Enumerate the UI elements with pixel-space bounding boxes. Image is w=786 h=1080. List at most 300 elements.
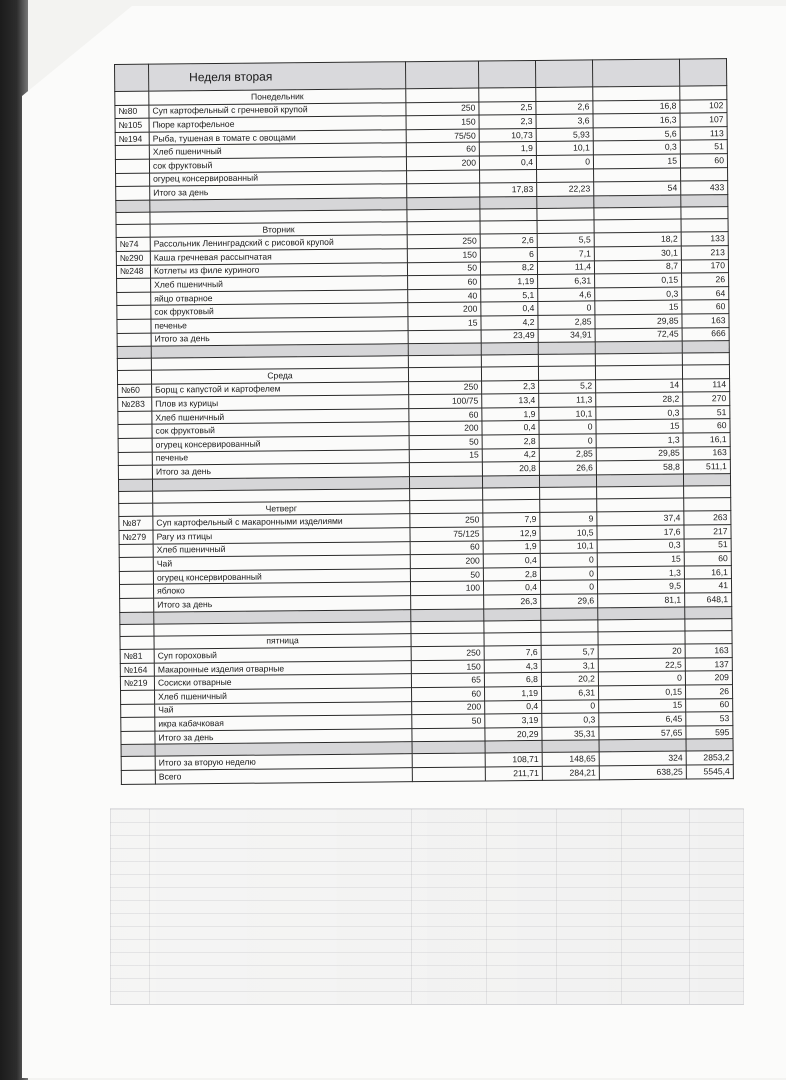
empty-cell xyxy=(409,476,482,489)
dish-name: Рыба, тушеная в томате с овощами xyxy=(149,129,406,145)
empty-cell xyxy=(407,221,480,235)
protein-value: 6 xyxy=(480,247,537,261)
carbs-value: 15 xyxy=(595,300,682,314)
portion-weight: 50 xyxy=(407,262,480,276)
fat-value: 11,4 xyxy=(537,260,594,274)
carbs-value: 0 xyxy=(598,671,685,685)
protein-value: 2,6 xyxy=(480,234,537,248)
recipe-number: №87 xyxy=(119,517,153,531)
total-label: Итого за день xyxy=(151,330,408,346)
empty-cell xyxy=(121,770,155,784)
bleed-line xyxy=(486,809,487,1004)
empty-cell xyxy=(537,196,594,209)
portion-weight: 250 xyxy=(410,513,483,527)
dish-name: сок фруктовый xyxy=(151,303,408,319)
empty-cell xyxy=(407,197,480,210)
recipe-number xyxy=(118,425,152,439)
empty-cell xyxy=(481,343,538,356)
empty-cell xyxy=(481,355,538,368)
total-fat: 34,91 xyxy=(538,328,595,342)
kcal-value: 51 xyxy=(684,538,731,552)
portion-weight: 150 xyxy=(411,660,484,674)
carbs-value xyxy=(594,168,681,182)
protein-value: 0,4 xyxy=(479,155,536,169)
dish-name: Сосиски отварные xyxy=(154,674,411,690)
empty-cell xyxy=(485,741,542,754)
portion-weight: 60 xyxy=(412,687,485,701)
empty-cell xyxy=(597,486,684,499)
protein-value: 4,2 xyxy=(481,315,538,329)
empty-cell xyxy=(479,87,536,101)
protein-value: 2,3 xyxy=(479,115,536,129)
empty-cell xyxy=(407,183,480,197)
dish-name: Чай xyxy=(153,555,410,571)
fat-value: 2,85 xyxy=(538,315,595,329)
empty-cell xyxy=(537,208,594,221)
protein-value: 0,4 xyxy=(485,700,542,714)
kcal-value: 51 xyxy=(683,405,730,419)
recipe-number: №219 xyxy=(120,677,154,691)
bleed-line xyxy=(689,809,690,1004)
empty-cell xyxy=(118,465,152,479)
total-label: Итого за день xyxy=(152,463,409,479)
dish-name: Котлеты из филе куриного xyxy=(150,262,407,278)
portion-weight: 75/50 xyxy=(406,129,479,143)
empty-cell xyxy=(680,86,727,100)
menu-table-body xyxy=(115,59,734,784)
carbs-value: 15 xyxy=(599,699,686,713)
day-name: Четверг xyxy=(153,501,410,517)
recipe-number: №74 xyxy=(116,238,150,252)
total-kcal: 511,1 xyxy=(683,460,730,474)
kcal-value: 213 xyxy=(681,246,728,260)
fat-value: 5,93 xyxy=(536,128,593,142)
fat-value: 5,2 xyxy=(539,380,596,394)
total-carbs: 324 xyxy=(599,751,686,765)
empty-cell xyxy=(411,633,484,647)
empty-cell xyxy=(686,739,733,751)
empty-cell xyxy=(682,341,729,353)
fat-value: 5,5 xyxy=(537,233,594,247)
protein-value: 10,73 xyxy=(479,128,536,142)
protein-value: 3,19 xyxy=(485,714,542,728)
empty-cell xyxy=(684,485,731,497)
portion-weight: 200 xyxy=(409,421,482,435)
empty-cell xyxy=(539,475,596,488)
portion-weight: 15 xyxy=(409,449,482,463)
recipe-number xyxy=(121,690,155,704)
total-protein: 20,8 xyxy=(482,462,539,476)
portion-weight: 250 xyxy=(409,381,482,395)
carbs-value: 30,1 xyxy=(594,246,681,260)
empty-cell xyxy=(684,497,731,511)
fat-value: 5,7 xyxy=(541,645,598,659)
empty-cell xyxy=(538,366,595,380)
total-protein: 26,3 xyxy=(484,594,541,608)
title-num-cell xyxy=(115,64,149,91)
protein-value: 1,9 xyxy=(479,142,536,156)
empty-cell xyxy=(681,206,728,218)
total-protein: 108,71 xyxy=(485,753,542,767)
recipe-number xyxy=(121,704,155,718)
total-kcal: 5545,4 xyxy=(686,765,733,779)
total-carbs: 58,8 xyxy=(596,460,683,474)
carbs-value: 5,6 xyxy=(593,127,680,141)
empty-cell xyxy=(411,621,484,634)
kcal-value: 209 xyxy=(685,671,732,685)
empty-cell xyxy=(480,220,537,234)
portion-weight: 60 xyxy=(410,541,483,555)
dish-name: сок фруктовый xyxy=(152,422,409,438)
empty-cell xyxy=(116,212,150,224)
fat-value: 0 xyxy=(540,567,597,581)
recipe-number xyxy=(120,585,154,599)
dish-name: огурец консервированный xyxy=(153,568,410,584)
carbs-value: 9,5 xyxy=(597,579,684,593)
empty-cell xyxy=(538,342,595,355)
title-empty-cell xyxy=(405,61,478,89)
carbs-value: 6,45 xyxy=(599,712,686,726)
empty-cell xyxy=(480,196,537,209)
total-fat: 35,31 xyxy=(542,727,599,741)
day-name: Понедельник xyxy=(149,89,406,105)
protein-value: 1,9 xyxy=(482,407,539,421)
empty-cell xyxy=(541,607,598,620)
portion-weight: 65 xyxy=(411,673,484,687)
day-name: Среда xyxy=(151,368,408,384)
recipe-number: №194 xyxy=(115,132,149,146)
empty-cell xyxy=(408,355,481,368)
empty-cell xyxy=(484,608,541,621)
total-fat: 29,6 xyxy=(541,594,598,608)
empty-cell xyxy=(412,741,485,754)
kcal-value: 217 xyxy=(684,525,731,539)
protein-value: 2,8 xyxy=(483,567,540,581)
fat-value: 0 xyxy=(539,420,596,434)
dish-name: огурец консервированный xyxy=(152,436,409,452)
empty-cell xyxy=(121,744,155,756)
dish-name: Хлеб пшеничный xyxy=(152,409,409,425)
empty-cell xyxy=(598,631,685,645)
carbs-value: 37,4 xyxy=(597,511,684,525)
dish-name: Рагу из птицы xyxy=(153,528,410,544)
kcal-value: 60 xyxy=(682,300,729,314)
fat-value: 10,1 xyxy=(539,407,596,421)
carbs-value: 29,85 xyxy=(596,447,683,461)
empty-cell xyxy=(594,195,681,208)
recipe-number: №164 xyxy=(120,663,154,677)
empty-cell xyxy=(121,756,155,770)
empty-cell xyxy=(540,487,597,500)
portion-weight: 15 xyxy=(408,316,481,330)
kcal-value: 114 xyxy=(683,378,730,392)
recipe-number xyxy=(117,305,151,319)
portion-weight: 200 xyxy=(412,701,485,715)
carbs-value: 0,15 xyxy=(598,685,685,699)
empty-cell xyxy=(541,619,598,632)
fat-value xyxy=(537,168,594,182)
menu-table xyxy=(114,58,734,784)
protein-value: 1,9 xyxy=(483,540,540,554)
empty-cell xyxy=(594,207,681,220)
title-empty-cell xyxy=(592,59,679,87)
portion-weight: 100 xyxy=(410,581,483,595)
empty-cell xyxy=(410,488,483,501)
recipe-number: №81 xyxy=(120,649,154,663)
empty-cell xyxy=(117,358,151,370)
empty-cell xyxy=(119,503,153,517)
fat-value: 2,85 xyxy=(539,448,596,462)
empty-cell xyxy=(409,462,482,476)
empty-cell xyxy=(685,630,732,644)
portion-weight: 150 xyxy=(407,248,480,262)
carbs-value: 15 xyxy=(597,552,684,566)
protein-value: 6,8 xyxy=(484,673,541,687)
carbs-value: 15 xyxy=(593,154,680,168)
portion-weight: 200 xyxy=(408,302,481,316)
fat-value: 0 xyxy=(536,155,593,169)
recipe-number: №105 xyxy=(115,118,149,132)
empty-cell xyxy=(408,367,481,381)
recipe-number xyxy=(115,146,149,160)
portion-weight: 60 xyxy=(408,275,481,289)
recipe-number xyxy=(119,571,153,585)
carbs-value: 0,3 xyxy=(593,140,680,154)
kcal-value: 163 xyxy=(682,314,729,328)
fat-value: 6,31 xyxy=(538,274,595,288)
empty-cell xyxy=(120,598,154,612)
empty-cell xyxy=(411,609,484,622)
recipe-number: №283 xyxy=(118,397,152,411)
total-protein: 20,29 xyxy=(485,727,542,741)
portion-weight xyxy=(407,170,480,184)
dish-name: Каша гречневая рассыпчатая xyxy=(150,249,407,265)
total-fat: 22,23 xyxy=(537,182,594,196)
fat-value: 6,31 xyxy=(541,686,598,700)
title-empty-cell xyxy=(535,60,592,88)
empty-cell xyxy=(411,595,484,609)
recipe-number xyxy=(117,292,151,306)
empty-cell xyxy=(536,87,593,101)
fat-value: 20,2 xyxy=(541,672,598,686)
protein-value xyxy=(480,169,537,183)
empty-cell xyxy=(685,606,732,618)
empty-cell xyxy=(117,370,151,384)
portion-weight: 250 xyxy=(411,646,484,660)
portion-weight: 40 xyxy=(408,289,481,303)
recipe-number xyxy=(118,452,152,466)
dish-name: огурец консервированный xyxy=(150,170,407,186)
empty-cell xyxy=(541,631,598,645)
protein-value: 8,2 xyxy=(480,261,537,275)
empty-cell xyxy=(595,365,682,379)
menu-document xyxy=(114,58,733,784)
carbs-value: 16,8 xyxy=(593,100,680,114)
total-label: Итого за день xyxy=(150,184,407,200)
total-kcal: 595 xyxy=(686,725,733,739)
carbs-value: 0,3 xyxy=(596,406,683,420)
protein-value: 2,8 xyxy=(482,434,539,448)
recipe-number xyxy=(119,557,153,571)
empty-cell xyxy=(596,474,683,487)
portion-weight: 50 xyxy=(409,435,482,449)
recipe-number xyxy=(118,438,152,452)
kcal-value: 170 xyxy=(681,259,728,273)
total-kcal: 666 xyxy=(682,327,729,341)
empty-cell xyxy=(120,612,154,624)
bleed-line xyxy=(621,809,622,1004)
portion-weight: 60 xyxy=(409,408,482,422)
day-name: Вторник xyxy=(150,221,407,237)
fat-value: 10,1 xyxy=(536,141,593,155)
empty-cell xyxy=(116,224,150,238)
bleed-line xyxy=(556,809,557,1004)
carbs-value: 1,3 xyxy=(596,433,683,447)
empty-cell xyxy=(483,487,540,500)
dish-name: Суп картофельный с гречневой крупой xyxy=(149,102,406,118)
kcal-value: 102 xyxy=(680,99,727,113)
protein-value: 0,4 xyxy=(481,302,538,316)
kcal-value: 163 xyxy=(685,644,732,658)
total-protein: 23,49 xyxy=(481,329,538,343)
day-name: пятница xyxy=(154,633,411,649)
protein-value: 5,1 xyxy=(481,288,538,302)
kcal-value: 60 xyxy=(683,419,730,433)
dish-name: Хлеб пшеничный xyxy=(151,276,408,292)
empty-cell xyxy=(117,333,151,347)
empty-cell xyxy=(482,475,539,488)
empty-cell xyxy=(116,200,150,212)
kcal-value: 16,1 xyxy=(684,565,731,579)
recipe-number: №60 xyxy=(118,384,152,398)
fat-value: 0 xyxy=(540,580,597,594)
recipe-number xyxy=(121,717,155,731)
kcal-value: 64 xyxy=(682,286,729,300)
bleed-through-table xyxy=(110,808,744,1005)
portion-weight: 50 xyxy=(412,714,485,728)
total-carbs: 72,45 xyxy=(595,328,682,342)
bleed-line xyxy=(411,809,412,1004)
protein-value: 7,9 xyxy=(483,513,540,527)
kcal-value: 113 xyxy=(680,126,727,140)
dish-name: Хлеб пшеничный xyxy=(153,541,410,557)
empty-cell xyxy=(682,365,729,379)
fat-value: 2,6 xyxy=(536,100,593,114)
empty-cell xyxy=(593,86,680,100)
portion-weight: 60 xyxy=(406,142,479,156)
dish-name: Суп картофельный с макаронными изделиями xyxy=(153,514,410,530)
protein-value: 1,19 xyxy=(481,275,538,289)
protein-value: 4,2 xyxy=(482,448,539,462)
fat-value: 0 xyxy=(542,699,599,713)
empty-cell xyxy=(595,353,682,366)
kcal-value: 163 xyxy=(683,446,730,460)
empty-cell xyxy=(542,740,599,753)
carbs-value: 15 xyxy=(596,420,683,434)
title-empty-cell xyxy=(679,59,726,86)
fat-value: 3,6 xyxy=(536,114,593,128)
total-kcal: 648,1 xyxy=(685,593,732,607)
total-label: Итого за день xyxy=(155,728,412,744)
kcal-value: 263 xyxy=(684,511,731,525)
kcal-value: 60 xyxy=(684,552,731,566)
empty-cell xyxy=(682,353,729,365)
dish-name: Хлеб пшеничный xyxy=(155,688,412,704)
empty-cell xyxy=(408,329,481,343)
protein-value: 2,3 xyxy=(482,380,539,394)
recipe-number xyxy=(115,159,149,173)
carbs-value: 18,2 xyxy=(594,232,681,246)
empty-cell xyxy=(683,473,730,485)
carbs-value: 17,6 xyxy=(597,525,684,539)
fat-value: 0 xyxy=(538,301,595,315)
recipe-number xyxy=(116,173,150,187)
carbs-value: 1,3 xyxy=(597,566,684,580)
empty-cell xyxy=(120,624,154,636)
empty-cell xyxy=(407,209,480,222)
dish-name: Хлеб пшеничный xyxy=(149,143,406,159)
recipe-number xyxy=(117,319,151,333)
dish-name: сок фруктовый xyxy=(149,157,406,173)
carbs-value: 16,3 xyxy=(593,113,680,127)
portion-weight: 250 xyxy=(406,102,479,116)
protein-value: 0,4 xyxy=(483,554,540,568)
kcal-value: 16,1 xyxy=(683,433,730,447)
protein-value: 4,3 xyxy=(484,659,541,673)
dish-name: Макаронные изделия отварные xyxy=(154,660,411,676)
dish-name: яйцо отварное xyxy=(151,289,408,305)
empty-cell xyxy=(410,500,483,514)
recipe-number xyxy=(118,411,152,425)
empty-cell xyxy=(412,728,485,742)
empty-cell xyxy=(116,186,150,200)
empty-cell xyxy=(599,739,686,752)
dish-name: Суп гороховый xyxy=(154,647,411,663)
protein-value: 0,4 xyxy=(482,421,539,435)
empty-cell xyxy=(406,88,479,102)
empty-cell xyxy=(595,341,682,354)
empty-cell xyxy=(484,632,541,646)
protein-value: 2,5 xyxy=(479,101,536,115)
dish-name: Плов из курицы xyxy=(152,395,409,411)
title-empty-cell xyxy=(478,60,535,88)
empty-cell xyxy=(594,219,681,233)
empty-cell xyxy=(412,767,485,781)
empty-cell xyxy=(597,498,684,512)
kcal-value: 270 xyxy=(683,392,730,406)
portion-weight: 200 xyxy=(410,554,483,568)
empty-cell xyxy=(119,491,153,503)
portion-weight: 100/75 xyxy=(409,394,482,408)
portion-weight: 250 xyxy=(407,234,480,248)
fat-value: 0,3 xyxy=(542,713,599,727)
carbs-value: 0,15 xyxy=(595,273,682,287)
empty-cell xyxy=(681,218,728,232)
dish-name: Рассольник Ленинградский с рисовой крупой xyxy=(150,235,407,251)
dish-name: икра кабачковая xyxy=(155,715,412,731)
fat-value: 10,1 xyxy=(540,540,597,554)
total-label: Всего xyxy=(155,768,412,784)
fat-value: 0 xyxy=(540,553,597,567)
dish-name: Чай xyxy=(155,701,412,717)
empty-cell xyxy=(598,607,685,620)
carbs-value: 14 xyxy=(596,379,683,393)
total-kcal: 2853,2 xyxy=(686,751,733,765)
total-label: Итого за вторую неделю xyxy=(155,754,412,770)
dish-name: печенье xyxy=(152,449,409,465)
portion-weight: 150 xyxy=(406,115,479,129)
empty-cell xyxy=(408,343,481,356)
